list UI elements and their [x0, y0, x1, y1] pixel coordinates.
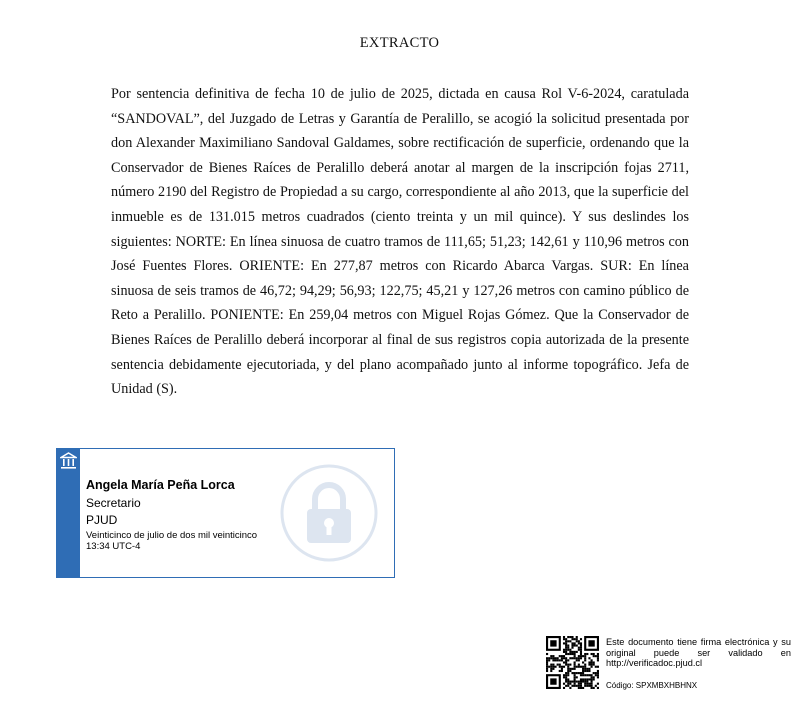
document-title: EXTRACTO — [359, 35, 440, 51]
signer-name: Angela María Peña Lorca — [86, 478, 235, 492]
signer-role: Secretario — [86, 496, 141, 510]
verification-code: Código: SPXMBXHBHNX — [606, 681, 698, 690]
signature-strip — [57, 449, 80, 577]
signer-organization: PJUD — [86, 513, 118, 527]
qr-code-icon — [546, 636, 599, 689]
signature-time: 13:34 UTC-4 — [86, 541, 141, 552]
signature-date: Veinticinco de julio de dos mil veinticinco — [86, 530, 258, 541]
lock-icon — [279, 463, 379, 563]
institution-icon — [60, 452, 77, 470]
signature-box — [56, 448, 395, 578]
verification-notice: Este documento tiene firma electrónica y su original puede ser validado en http://verificadoc.pjud.cl — [606, 637, 791, 668]
document-body: Por sentencia definitiva de fecha 10 de julio de 2025, dictada en causa Rol V-6-2024, caratulada “SANDOVAL”, del Juzgado de Letras y Garantía de Peralillo, se acogió la solicitud presentada por don Alexander Maximiliano Sandoval Galdames, sobre rectificación de superficie, ordenando que la Conservador de Bienes Raíces de Peralillo deberá anotar al margen de la inscripción fojas 2711, número 2190 del Registro de Propiedad a su cargo, correspondiente al año 2013, que la superficie del inmueble es de 131.015 metros cuadrados (ciento treinta y un mil quince). Y sus deslindes los siguientes: NORTE: En línea sinuosa de cuatro tramos de 111,65; 51,23; 142,61 y 110,96 metros con José Fuentes Flores. ORIENTE: En 277,87 metros con Ricardo Abarca Vargas. SUR: En línea sinuosa de seis tramos de 46,72; 94,29; 56,93; 122,75; 45,21 y 127,26 metros con camino público de Reto a Peralillo. PONIENTE: En 259,04 metros con Miguel Rojas Gómez. Que la Conservador de Bienes Raíces de Peralillo deberá incorporar al final de sus registros copia autorizada de la presente sentencia debidamente ejecutoriada, y del plano acompañado junto al informe topográfico. Jefa de Unidad (S). — [111, 86, 689, 398]
